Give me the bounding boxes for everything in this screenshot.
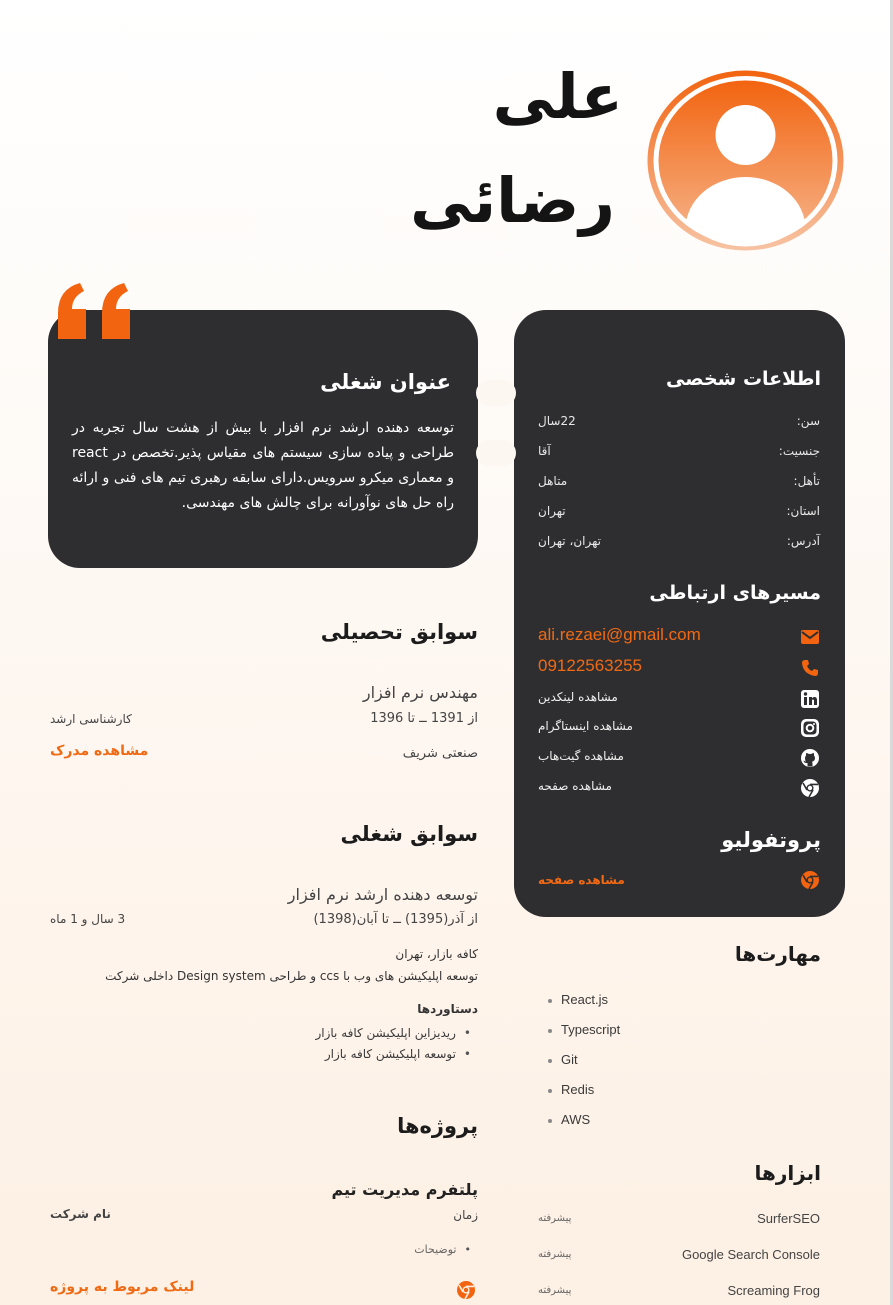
project-description: • توضیحات bbox=[414, 1243, 471, 1256]
info-row-address bbox=[538, 534, 820, 554]
info-key: جنسیت: bbox=[778, 444, 820, 458]
experience-title: سوابق شغلی bbox=[340, 822, 478, 846]
avatar-icon bbox=[646, 69, 845, 252]
personal-card bbox=[514, 310, 845, 917]
linkedin-text[interactable]: مشاهده لینکدین bbox=[538, 690, 618, 704]
achievement-item: • ریدیزاین اپلیکیشن کافه بازار bbox=[315, 1026, 471, 1040]
skill-item: Typescript bbox=[548, 1022, 620, 1037]
linkedin-link[interactable] bbox=[538, 689, 820, 713]
email-link[interactable] bbox=[538, 627, 820, 651]
tools-title: ابزارها bbox=[754, 1161, 821, 1185]
skill-item: Git bbox=[548, 1052, 578, 1067]
phone-icon bbox=[800, 658, 820, 678]
project-link[interactable]: لینک مربوط به پروژه bbox=[50, 1279, 195, 1295]
chrome-icon bbox=[800, 870, 820, 890]
education-university: صنعتی شریف bbox=[402, 746, 478, 761]
chrome-icon[interactable] bbox=[456, 1280, 476, 1300]
card-connector-bottom bbox=[476, 440, 516, 466]
email-text[interactable]: ali.rezaei@gmail.com bbox=[538, 625, 701, 644]
info-key: آدرس: bbox=[786, 534, 820, 548]
info-key: سن: bbox=[796, 414, 820, 428]
info-row-age bbox=[538, 414, 820, 434]
phone-text[interactable]: 09122563255 bbox=[538, 656, 643, 675]
info-value: آقا bbox=[538, 444, 551, 458]
instagram-icon bbox=[800, 718, 820, 738]
info-value: تهران، تهران bbox=[538, 534, 601, 548]
tool-name: Screaming Frog bbox=[727, 1283, 820, 1298]
certificate-link[interactable]: مشاهده مدرک bbox=[50, 743, 149, 759]
job-title: توسعه دهنده ارشد نرم افزار bbox=[287, 885, 478, 904]
github-icon bbox=[800, 748, 820, 768]
quote-icon bbox=[54, 283, 136, 339]
info-row-marital bbox=[538, 474, 820, 494]
info-value: 22سال bbox=[538, 414, 576, 428]
mail-icon bbox=[800, 627, 820, 647]
portfolio-title: پروتفولیو bbox=[721, 828, 821, 852]
tool-name: SurferSEO bbox=[757, 1211, 820, 1226]
info-row-gender bbox=[538, 444, 820, 464]
instagram-text[interactable]: مشاهده اینستاگرام bbox=[538, 719, 633, 733]
skills-title: مهارت‌ها bbox=[734, 942, 821, 966]
github-link[interactable] bbox=[538, 748, 820, 772]
portfolio-link-text[interactable]: مشاهده صفحه bbox=[538, 873, 625, 887]
education-degree: مهندس نرم افزار bbox=[362, 683, 478, 702]
tool-level: پیشرفته bbox=[538, 1285, 572, 1296]
tool-name: Google Search Console bbox=[681, 1247, 820, 1262]
tool-level: پیشرفته bbox=[538, 1213, 572, 1224]
education-level: کارشناسی ارشد bbox=[50, 712, 132, 726]
job-duration: 3 سال و 1 ماه bbox=[50, 912, 126, 926]
info-value: تهران bbox=[538, 504, 566, 518]
tool-level: پیشرفته bbox=[538, 1249, 572, 1260]
instagram-link[interactable] bbox=[538, 718, 820, 742]
linkedin-icon bbox=[800, 689, 820, 709]
info-key: استان: bbox=[786, 504, 820, 518]
tool-row bbox=[538, 1211, 820, 1229]
contact-title: مسیرهای ارتباطی bbox=[649, 582, 821, 604]
info-row-province bbox=[538, 504, 820, 524]
info-key: تأهل: bbox=[793, 474, 820, 488]
summary-text: توسعه دهنده ارشد نرم افزار با بیش از هشت سال تجربه در طراحی و پیاده سازی سیستم های مقیاس پذیر.تخصص در react و معماری میکرو سرویس.دارای سابقه رهبری تیم های فنی و ارائه راه حل های نوآورانه برای چالش های مهندسی. bbox=[72, 420, 454, 511]
project-name: پلتفرم مدیریت تیم bbox=[331, 1180, 478, 1199]
phone-link[interactable] bbox=[538, 658, 820, 682]
first-name: علی bbox=[492, 60, 623, 133]
job-description: توسعه اپلیکیشن های وب با ccs و طراحی Design system داخلی شرکت bbox=[105, 969, 478, 983]
personal-info-title: اطلاعات شخصی bbox=[666, 368, 821, 390]
project-company: نام شرکت bbox=[50, 1207, 111, 1221]
summary-title: عنوان شغلی bbox=[320, 370, 451, 394]
job-period: از آذر(1395) ــ تا آبان(1398) bbox=[313, 912, 478, 927]
website-link[interactable] bbox=[538, 778, 820, 802]
skill-item: React.js bbox=[548, 992, 608, 1007]
education-period: از 1391 ــ تا 1396 bbox=[370, 711, 478, 726]
github-text[interactable]: مشاهده گیت‌هاب bbox=[538, 749, 624, 763]
chrome-icon bbox=[800, 778, 820, 798]
projects-title: پروژه‌ها bbox=[397, 1114, 478, 1138]
last-name: رضائی bbox=[410, 164, 615, 237]
skill-item: AWS bbox=[548, 1112, 590, 1127]
portfolio-link[interactable] bbox=[538, 870, 820, 894]
card-connector-top bbox=[476, 380, 516, 406]
education-title: سوابق تحصیلی bbox=[320, 620, 478, 644]
achievement-item: • توسعه اپلیکیشن کافه بازار bbox=[325, 1047, 471, 1061]
project-time: زمان bbox=[453, 1208, 478, 1222]
info-value: متاهل bbox=[538, 474, 568, 488]
tool-row bbox=[538, 1283, 820, 1301]
skill-item: Redis bbox=[548, 1082, 594, 1097]
achievements-title: دستاوردها bbox=[417, 1002, 478, 1016]
job-company: کافه بازار، تهران bbox=[395, 947, 478, 961]
website-text[interactable]: مشاهده صفحه bbox=[538, 779, 612, 793]
tool-row bbox=[538, 1247, 820, 1265]
